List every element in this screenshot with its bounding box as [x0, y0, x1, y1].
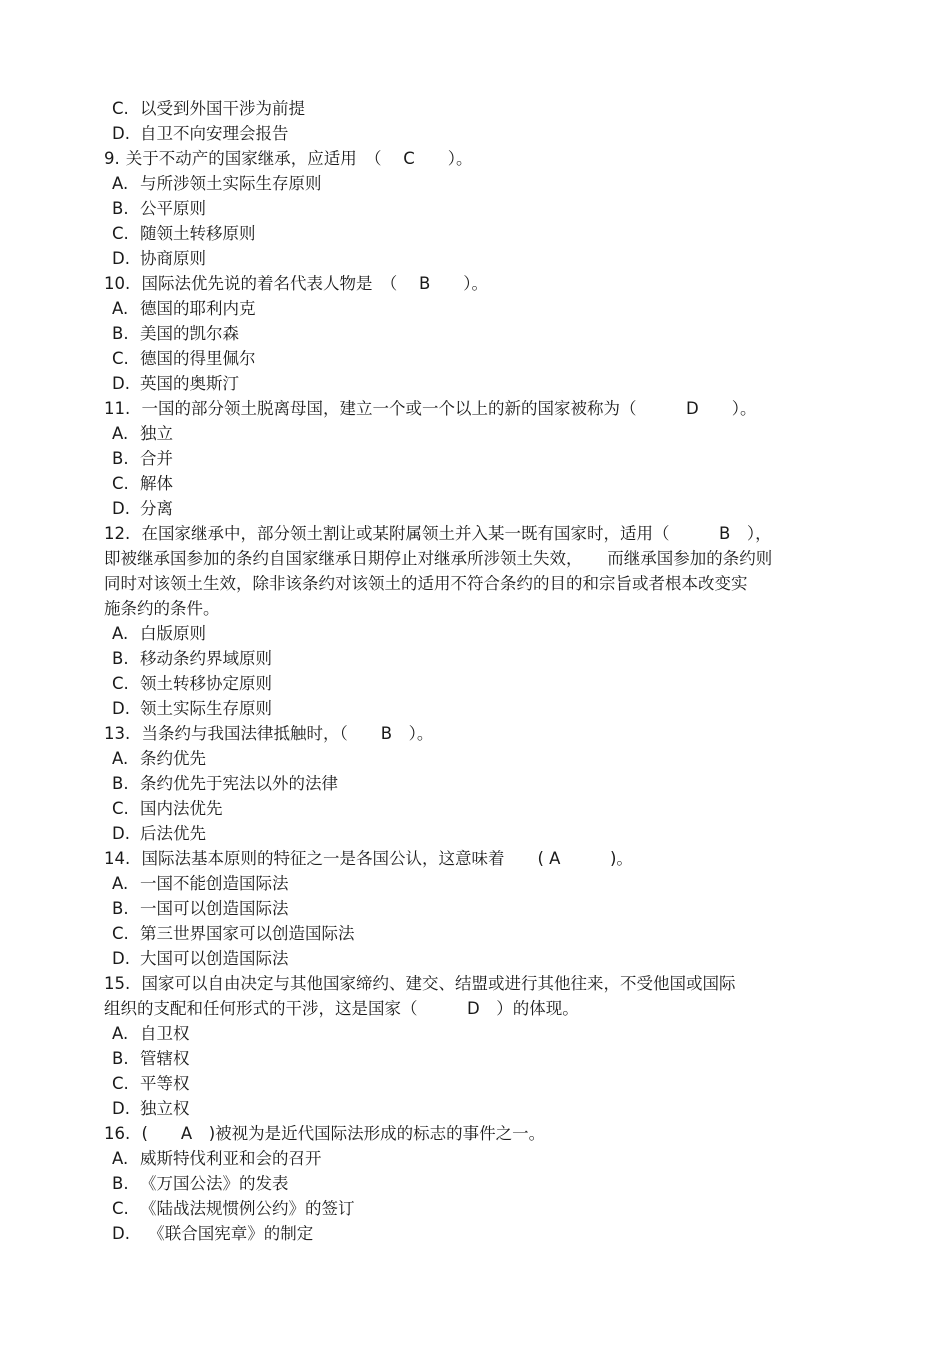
option-text: 威斯特伐利亚和会的召开 [140, 1149, 322, 1168]
option-key: B. [112, 1174, 129, 1193]
option-text: 以受到外国干涉为前提 [140, 99, 305, 118]
option-key: B. [112, 324, 129, 343]
option-line [0, 921, 950, 946]
option-key: B. [112, 199, 129, 218]
option-key: D. [112, 124, 130, 143]
option-key: D. [112, 949, 130, 968]
option-text: 《陆战法规惯例公约》的签订 [140, 1199, 355, 1218]
option-key: C. [112, 224, 129, 243]
option-key: D. [112, 1224, 130, 1243]
option-text: 移动条约界域原则 [140, 649, 272, 668]
option-line [0, 96, 950, 121]
question-text: 国际法优先说的着名代表人物是 （ B ）。 [136, 274, 489, 293]
option-text: 分离 [140, 499, 173, 518]
option-line [0, 196, 950, 221]
question-line [0, 846, 950, 871]
option-text: 德国的耶利内克 [140, 299, 256, 318]
option-line [0, 646, 950, 671]
question-line [0, 271, 950, 296]
option-line [0, 471, 950, 496]
option-key: A. [112, 1149, 129, 1168]
option-text: 平等权 [140, 1074, 190, 1093]
question-number: 16. [104, 1124, 131, 1143]
option-line [0, 171, 950, 196]
option-key: A. [112, 1024, 129, 1043]
question-text: 一国的部分领土脱离母国，建立一个或一个以上的新的国家被称为（ D ）。 [136, 399, 757, 418]
option-line [0, 821, 950, 846]
option-key: A. [112, 749, 129, 768]
option-text: 管辖权 [140, 1049, 190, 1068]
question-text: 关于不动产的国家继承，应适用 （ C ）。 [125, 149, 473, 168]
option-line [0, 621, 950, 646]
question-line [0, 396, 950, 421]
option-key: C. [112, 474, 129, 493]
option-line [0, 1096, 950, 1121]
option-line [0, 246, 950, 271]
option-line [0, 896, 950, 921]
option-line [0, 371, 950, 396]
question-line [0, 721, 950, 746]
option-key: C. [112, 1199, 129, 1218]
option-text: 《万国公法》的发表 [140, 1174, 289, 1193]
option-key: A. [112, 424, 129, 443]
option-text: 独立权 [140, 1099, 190, 1118]
document-page [0, 96, 950, 1246]
question-text: 国际法基本原则的特征之一是各国公认，这意味着 ( A )。 [136, 849, 633, 868]
option-key: C. [112, 674, 129, 693]
question-continuation: 即被继承国参加的条约自国家继承日期停止对继承所涉领土失效， 而继承国参加的条约则 [104, 549, 773, 568]
option-key: C. [112, 799, 129, 818]
question-text: ( A )被视为是近代国际法形成的标志的事件之一。 [136, 1124, 546, 1143]
option-text: 《联合国宪章》的制定 [140, 1224, 314, 1243]
question-continuation: 施条约的条件。 [104, 599, 220, 618]
option-text: 自卫不向安理会报告 [140, 124, 289, 143]
option-line [0, 1071, 950, 1096]
question-line [0, 521, 950, 546]
option-line [0, 871, 950, 896]
option-key: B. [112, 449, 129, 468]
option-key: C. [112, 1074, 129, 1093]
question-number: 14. [104, 849, 131, 868]
option-line [0, 771, 950, 796]
question-text: 国家可以自由决定与其他国家缔约、建交、结盟或进行其他往来，不受他国或国际 [136, 974, 736, 993]
option-key: B. [112, 1049, 129, 1068]
option-text: 自卫权 [140, 1024, 190, 1043]
option-key: D. [112, 1099, 130, 1118]
option-text: 英国的奥斯汀 [140, 374, 239, 393]
option-text: 合并 [140, 449, 173, 468]
question-number: 10. [104, 274, 131, 293]
option-text: 条约优先 [140, 749, 206, 768]
option-line [0, 696, 950, 721]
option-line [0, 1146, 950, 1171]
option-line [0, 221, 950, 246]
option-line [0, 496, 950, 521]
question-text: 在国家继承中，部分领土割让或某附属领土并入某一既有国家时，适用（ B ）， [136, 524, 772, 543]
option-line [0, 1046, 950, 1071]
option-line [0, 746, 950, 771]
option-line [0, 321, 950, 346]
option-key: A. [112, 174, 129, 193]
question-number: 15. [104, 974, 131, 993]
option-text: 随领土转移原则 [140, 224, 256, 243]
option-key: A. [112, 874, 129, 893]
question-line [0, 1121, 950, 1146]
option-line [0, 346, 950, 371]
option-text: 白版原则 [140, 624, 206, 643]
option-text: 德国的得里佩尔 [140, 349, 256, 368]
question-number: 13. [104, 724, 131, 743]
option-key: B. [112, 774, 129, 793]
question-continuation: 同时对该领土生效，除非该条约对该领土的适用不符合条约的目的和宗旨或者根本改变实 [104, 574, 748, 593]
question-number: 11. [104, 399, 131, 418]
option-text: 后法优先 [140, 824, 206, 843]
option-key: D. [112, 249, 130, 268]
option-text: 美国的凯尔森 [140, 324, 239, 343]
option-key: C. [112, 99, 129, 118]
option-text: 与所涉领土实际生存原则 [140, 174, 322, 193]
option-line [0, 946, 950, 971]
option-line [0, 296, 950, 321]
option-line [0, 1021, 950, 1046]
option-key: C. [112, 349, 129, 368]
question-continuation: 组织的支配和任何形式的干涉，这是国家（ D ）的体现。 [104, 999, 579, 1018]
option-line [0, 671, 950, 696]
option-key: D. [112, 824, 130, 843]
option-text: 一国可以创造国际法 [140, 899, 289, 918]
option-key: B. [112, 899, 129, 918]
question-number: 9. [104, 149, 120, 168]
option-text: 第三世界国家可以创造国际法 [140, 924, 355, 943]
option-text: 领土转移协定原则 [140, 674, 272, 693]
option-key: D. [112, 699, 130, 718]
option-key: A. [112, 624, 129, 643]
option-key: D. [112, 374, 130, 393]
option-line [0, 1171, 950, 1196]
option-line [0, 796, 950, 821]
question-text: 当条约与我国法律抵触时，（ B ）。 [136, 724, 434, 743]
option-key: B. [112, 649, 129, 668]
question-line [0, 971, 950, 996]
question-line [0, 146, 950, 171]
option-text: 独立 [140, 424, 173, 443]
option-line [0, 1221, 950, 1246]
option-line [0, 421, 950, 446]
question-number: 12. [104, 524, 131, 543]
option-text: 领土实际生存原则 [140, 699, 272, 718]
option-text: 条约优先于宪法以外的法律 [140, 774, 338, 793]
option-line [0, 1196, 950, 1221]
option-text: 国内法优先 [140, 799, 223, 818]
option-key: C. [112, 924, 129, 943]
option-key: D. [112, 499, 130, 518]
option-text: 一国不能创造国际法 [140, 874, 289, 893]
option-text: 大国可以创造国际法 [140, 949, 289, 968]
option-line [0, 121, 950, 146]
option-text: 解体 [140, 474, 173, 493]
option-key: A. [112, 299, 129, 318]
option-text: 公平原则 [140, 199, 206, 218]
option-line [0, 446, 950, 471]
option-text: 协商原则 [140, 249, 206, 268]
